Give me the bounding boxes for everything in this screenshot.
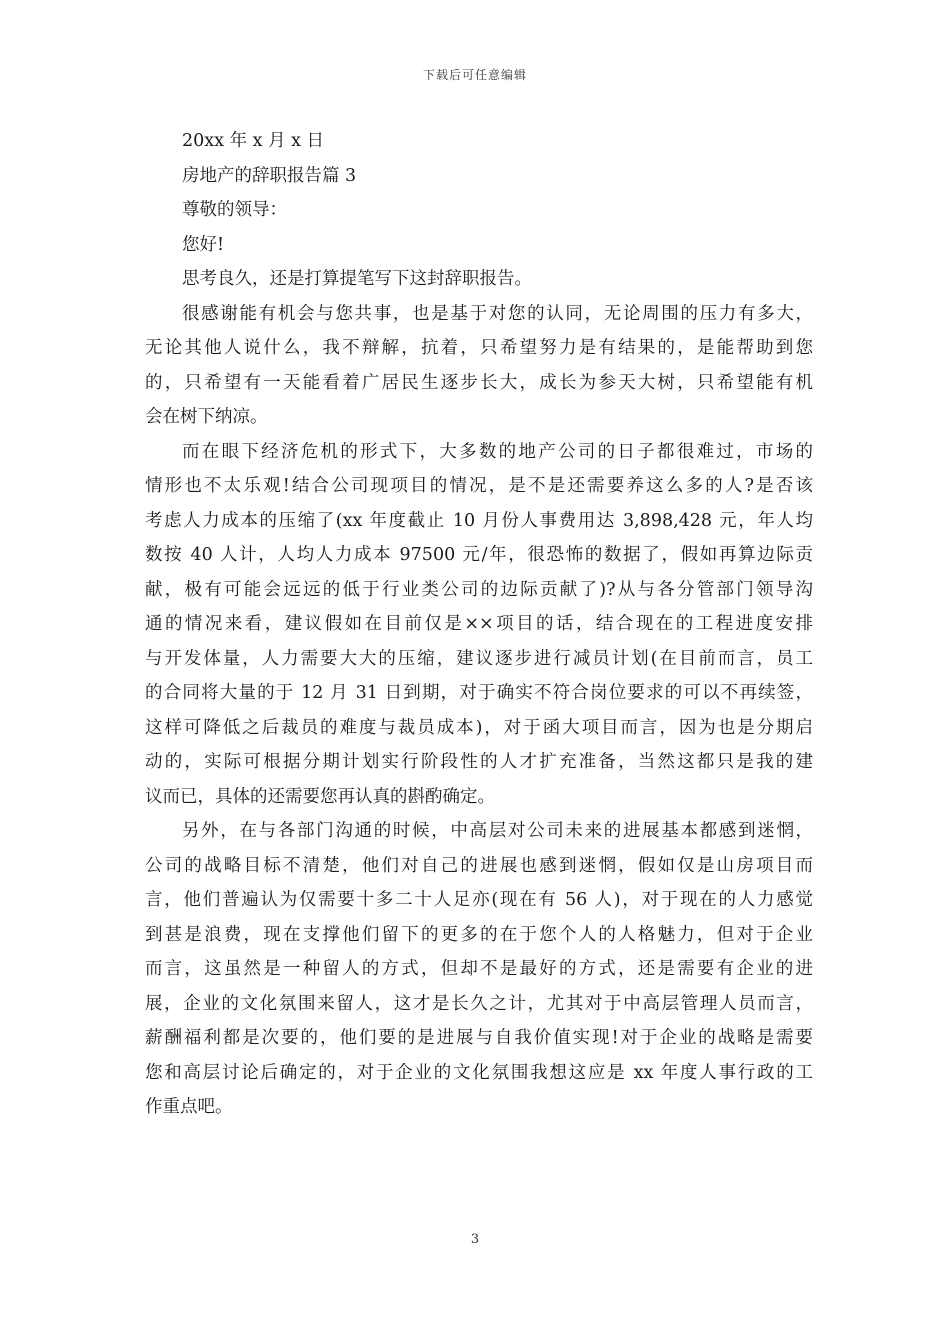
paragraph-line: 薪酬福利都是次要的，他们要的是进展与自我价值实现!对于企业的战略是需要: [145, 1028, 813, 1048]
paragraph-line: 考虑人力成本的压缩了(xx 年度截止 10 月份人事费用达 3,898,428 元，年人均: [145, 510, 813, 531]
paragraph-line: 议而已，具体的还需要您再认真的斟酌确定。: [145, 786, 495, 807]
paragraph-line: 情形也不太乐观!结合公司现项目的情况，是不是还需要养这么多的人?是否该: [145, 476, 813, 496]
paragraph-line: 到甚是浪费，现在支撑他们留下的更多的在于您个人的人格魅力，但对于企业: [145, 924, 813, 945]
document-title: 房地产的辞职报告篇 3: [182, 165, 357, 186]
paragraph-line: 另外，在与各部门沟通的时候，中高层对公司未来的进展基本都感到迷惘，: [182, 821, 813, 841]
paragraph-line: 而在眼下经济危机的形式下，大多数的地产公司的日子都很难过，市场的: [182, 441, 813, 462]
paragraph-line: 很感谢能有机会与您共事，也是基于对您的认同，无论周围的压力有多大，: [182, 303, 813, 324]
paragraph-line: 数按 40 人计，人均人力成本 97500 元/年，很恐怖的数据了，假如再算边际贡: [145, 545, 813, 565]
salutation: 尊敬的领导：: [182, 200, 287, 220]
paragraph-line: 的，只希望有一天能看着广居民生逐步长大，成长为参天大树，只希望能有机: [145, 372, 813, 393]
date-line: 20xx 年 x 月 x 日: [182, 131, 325, 151]
paragraph-line: 公司的战略目标不清楚，他们对自己的进展也感到迷惘，假如仅是山房项目而: [145, 855, 813, 876]
page-header: 下载后可任意编辑: [422, 68, 527, 82]
paragraph-line: 与开发体量，人力需要大大的压缩，建议逐步进行减员计划(在目前而言，员工: [145, 648, 813, 669]
paragraph-line: 会在树下纳凉。: [145, 407, 268, 427]
paragraph-management: [145, 814, 813, 1125]
paragraph-line: 而言，这虽然是一种留人的方式，但却不是最好的方式，还是需要有企业的进: [145, 959, 813, 979]
paragraph-line: 无论其他人说什么，我不辩解，抗着，只希望努力是有结果的，是能帮助到您: [145, 338, 813, 358]
greeting: 您好!: [182, 234, 225, 255]
paragraph-gratitude: [145, 297, 813, 435]
paragraph-line: 作重点吧。: [145, 1097, 233, 1117]
document-body: [145, 124, 813, 1125]
paragraph-line: 献，极有可能会远远的低于行业类公司的边际贡献了)?从与各分管部门领导沟: [145, 579, 813, 600]
opening-line: 思考良久，还是打算提笔写下这封辞职报告。: [182, 269, 532, 289]
page-number: 3: [470, 1232, 480, 1247]
paragraph-line: 的合同将大量的于 12 月 31 日到期，对于确实不符合岗位要求的可以不再续签，: [145, 683, 813, 703]
paragraph-economy: [145, 435, 813, 815]
paragraph-line: 动的，实际可根据分期计划实行阶段性的人才扩充准备，当然这都只是我的建: [145, 752, 813, 772]
paragraph-line: 您和高层讨论后确定的，对于企业的文化氛围我想这应是 xx 年度人事行政的工: [145, 1062, 813, 1083]
paragraph-line: 展，企业的文化氛围来留人，这才是长久之计，尤其对于中高层管理人员而言，: [145, 993, 813, 1014]
paragraph-line: 通的情况来看，建议假如在目前仅是××项目的话，结合现在的工程进度安排: [145, 614, 813, 634]
paragraph-line: 言，他们普遍认为仅需要十多二十人足亦(现在有 56 人)，对于现在的人力感觉: [145, 890, 813, 910]
paragraph-line: 这样可降低之后裁员的难度与裁员成本)，对于函大项目而言，因为也是分期启: [145, 717, 813, 738]
